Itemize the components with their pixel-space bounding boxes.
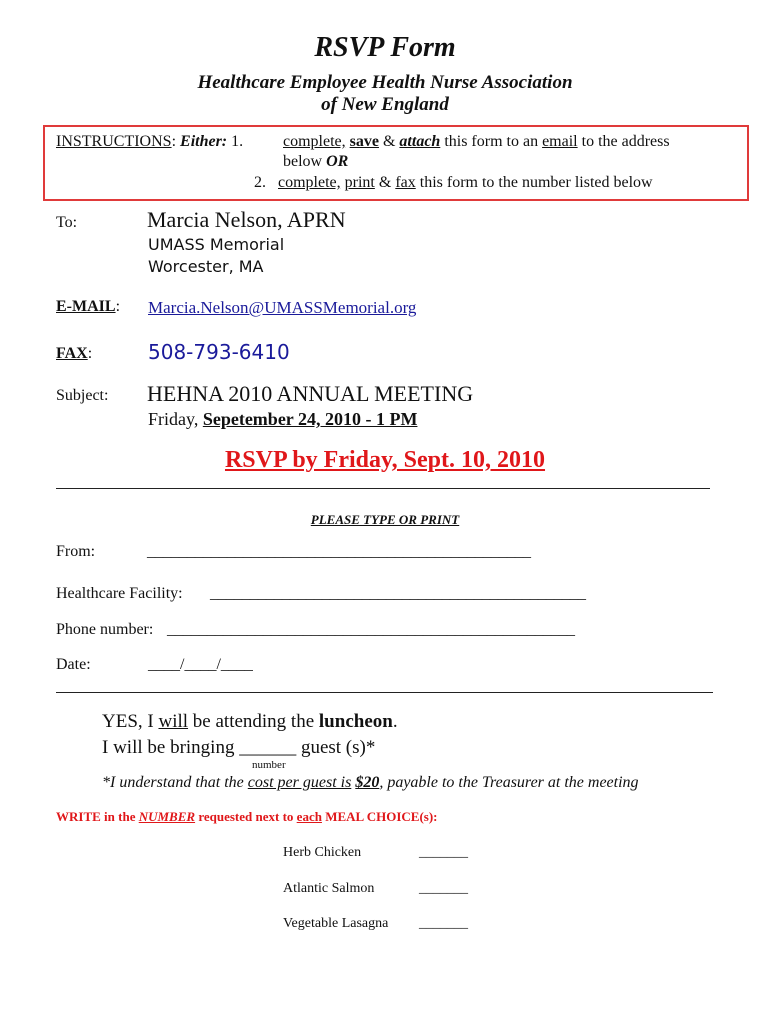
meeting-date: Friday, Sepetember 24, 2010 - 1 PM <box>148 409 418 429</box>
divider-top <box>56 488 710 489</box>
association-region: of New England <box>321 94 449 115</box>
association-name: Healthcare Employee Health Nurse Association <box>197 72 573 93</box>
meal-count-field[interactable]: _______ <box>419 881 468 896</box>
instructions-label: INSTRUCTIONS <box>56 133 172 150</box>
cost-note: *I understand that the cost per guest is $20, payable to the Treasurer at the meeting <box>102 774 639 791</box>
recipient-org: UMASS Memorial <box>148 235 285 254</box>
recipient-city: Worcester, MA <box>148 257 264 276</box>
facility-label: Healthcare Facility: <box>56 585 183 602</box>
email-label: E-MAIL: <box>56 298 121 315</box>
subject-label: Subject: <box>56 387 109 404</box>
email-link[interactable]: Marcia.Nelson@UMASSMemorial.org <box>148 298 417 317</box>
meal-count-field[interactable]: _______ <box>419 845 468 860</box>
attendance-line: YES, I will be attending the luncheon. <box>102 711 398 732</box>
instructions-step-1: complete, save & attach this form to an email to the address <box>283 133 670 150</box>
instructions-either: Either: <box>180 133 228 150</box>
guests-line: I will be bringing ______ guest (s)* <box>102 737 376 758</box>
number-caption: number <box>252 759 286 771</box>
please-type-note: PLEASE TYPE OR PRINT <box>310 512 460 527</box>
divider-bottom <box>56 692 713 693</box>
rsvp-deadline: RSVP by Friday, Sept. 10, 2010 <box>224 447 546 473</box>
fax-label: FAX: <box>56 345 93 362</box>
meal-name: Herb Chicken <box>283 845 362 860</box>
meeting-title: HEHNA 2010 ANNUAL MEETING <box>147 381 474 406</box>
instructions-step-1-cont: below OR <box>283 153 349 170</box>
instructions-step-2: 2. complete, print & fax this form to the number listed below <box>254 174 653 191</box>
from-label: From: <box>56 543 96 560</box>
page-title: RSVP Form <box>314 32 456 63</box>
phone-field[interactable]: ___________________________________________________ <box>167 621 575 638</box>
facility-field[interactable]: _______________________________________________ <box>210 585 586 602</box>
meal-instruction: WRITE in the NUMBER requested next to each MEAL CHOICE(s): <box>56 809 438 824</box>
instructions-line-1: INSTRUCTIONS: Either: 1. <box>56 133 244 150</box>
fax-number: 508-793-6410 <box>148 340 290 364</box>
from-field[interactable]: ________________________________________________ <box>147 543 531 560</box>
guest-count-field[interactable]: ______ <box>239 737 297 758</box>
date-label: Date: <box>56 656 91 673</box>
recipient-name: Marcia Nelson, APRN <box>147 207 346 232</box>
date-field[interactable]: ____/____/____ <box>148 656 253 673</box>
phone-label: Phone number: <box>56 621 154 638</box>
meal-name: Vegetable Lasagna <box>283 916 389 931</box>
meal-name: Atlantic Salmon <box>283 881 375 896</box>
to-label: To: <box>56 214 78 231</box>
meal-count-field[interactable]: _______ <box>419 916 468 931</box>
